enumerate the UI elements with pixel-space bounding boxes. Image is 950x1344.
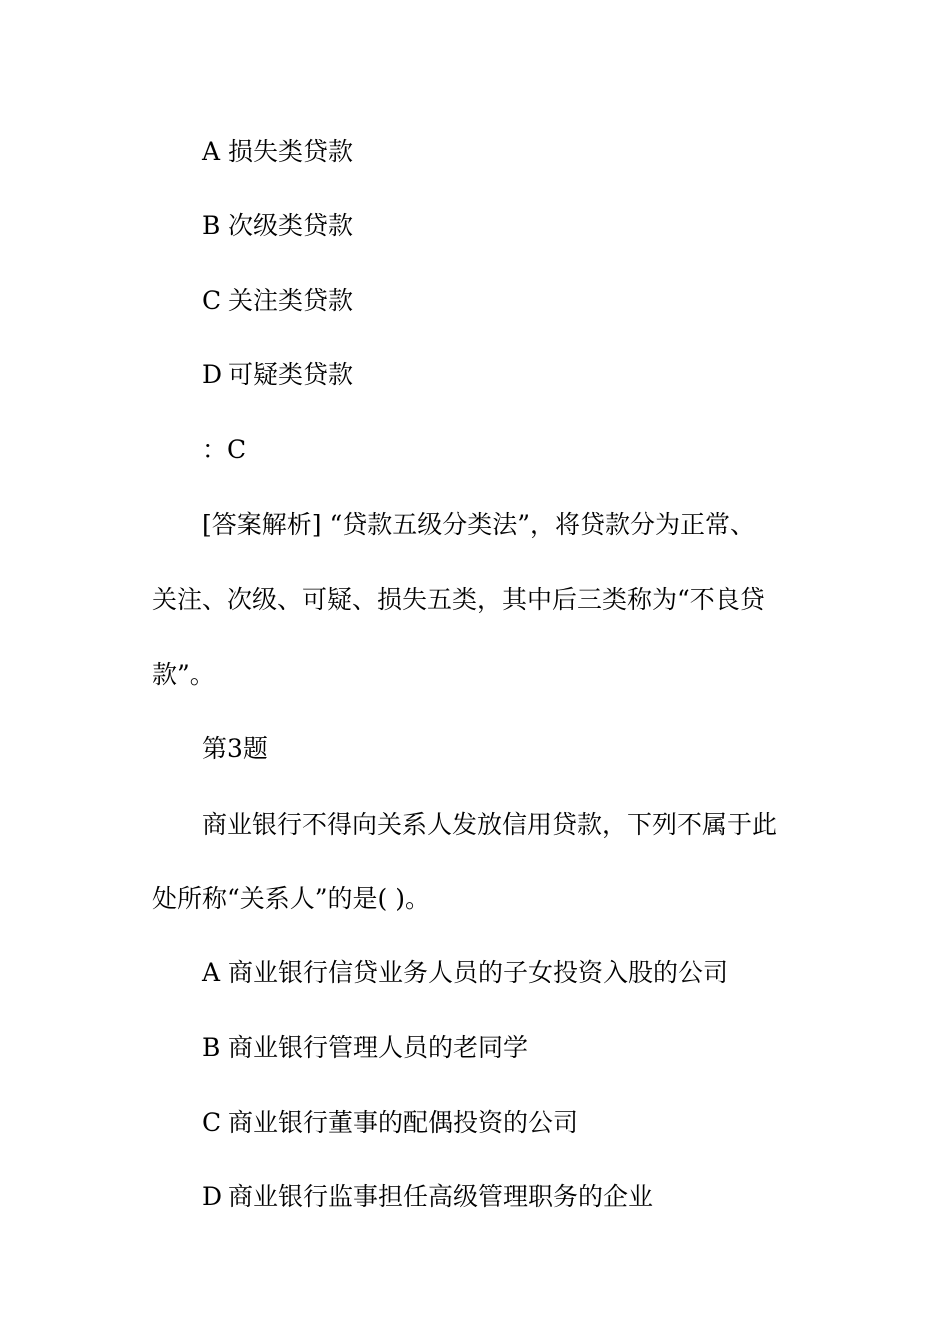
option-text: 商业银行监事担任高级管理职务的企业	[228, 1182, 654, 1211]
option-text: 商业银行信贷业务人员的子女投资入股的公司	[228, 958, 729, 987]
q2-option-d	[202, 358, 353, 392]
option-letter: D	[202, 1182, 223, 1211]
q2-option-c	[202, 284, 353, 318]
option-letter: B	[202, 1033, 221, 1062]
q3-option-c	[202, 1106, 578, 1140]
option-letter: A	[202, 958, 221, 987]
q3-question-line-2: 处所称“关系人”的是( )。	[152, 884, 431, 913]
option-letter: A	[202, 137, 221, 166]
option-letter: C	[202, 1108, 222, 1137]
option-letter: C	[202, 286, 222, 315]
q3-option-d	[202, 1180, 653, 1214]
q2-explanation-line-2: 关注、次级、可疑、损失五类，其中后三类称为“不良贷	[152, 585, 765, 614]
q2-option-b	[202, 209, 353, 243]
q3-option-a	[202, 956, 728, 990]
option-text: 次级类贷款	[228, 211, 354, 240]
q3-question-line-1: 商业银行不得向关系人发放信用贷款，下列不属于此	[202, 810, 778, 839]
option-text: 商业银行董事的配偶投资的公司	[228, 1108, 579, 1137]
q2-answer: ：C	[202, 435, 247, 464]
q2-explanation-line-3: 款”。	[152, 660, 215, 689]
option-letter: B	[202, 211, 221, 240]
option-letter: D	[202, 360, 223, 389]
q3-option-b	[202, 1031, 528, 1065]
option-text: 商业银行管理人员的老同学	[228, 1033, 529, 1062]
q2-option-a	[202, 135, 353, 169]
option-text: 可疑类贷款	[228, 360, 354, 389]
option-text: 关注类贷款	[228, 286, 354, 315]
q3-heading: 第3题	[202, 734, 268, 763]
option-text: 损失类贷款	[228, 137, 354, 166]
q2-explanation-line-1: [答案解析] “贷款五级分类法”，将贷款分为正常、	[202, 510, 756, 539]
